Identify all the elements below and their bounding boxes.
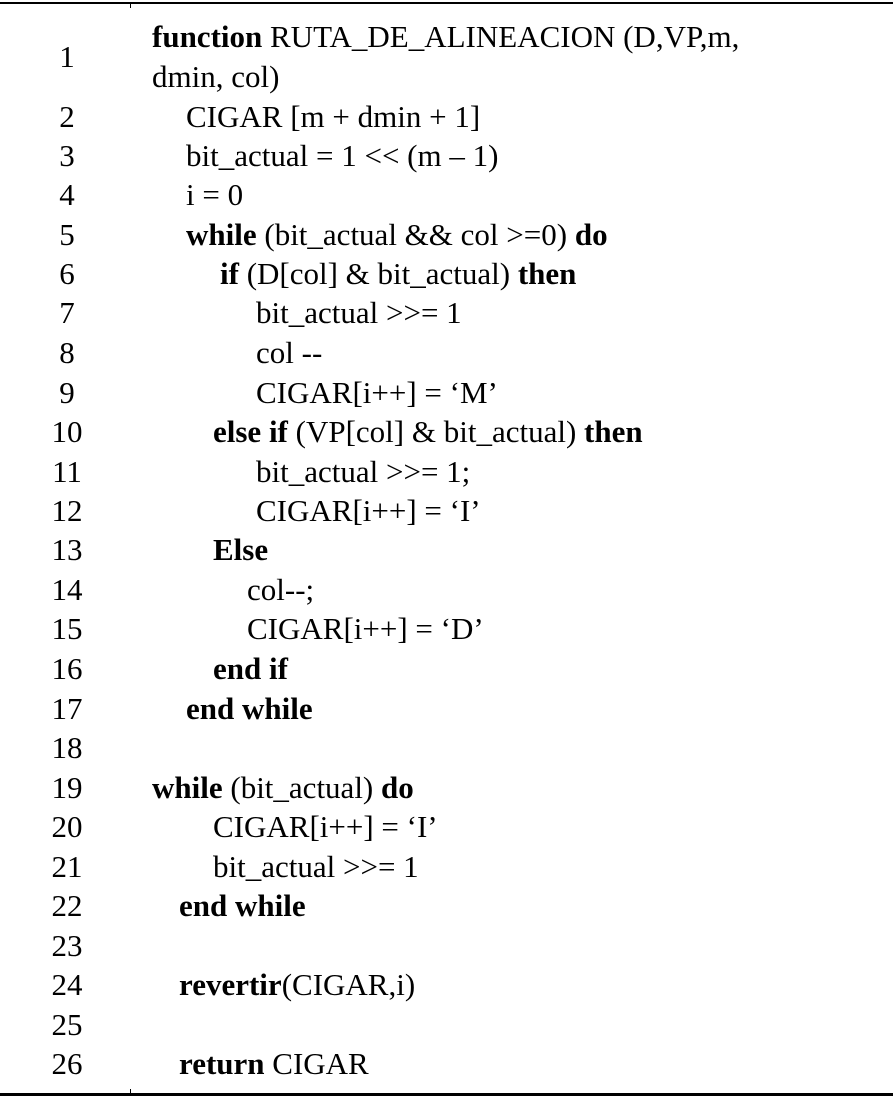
- code-token: CIGAR[i++] = ‘I’: [256, 493, 481, 528]
- line-number: 24: [51, 967, 83, 1002]
- code-token: col --: [256, 335, 323, 370]
- line-number: 23: [51, 928, 83, 963]
- code-text: [179, 886, 306, 926]
- code-token: CIGAR: [264, 1046, 369, 1081]
- code-text: [213, 530, 268, 570]
- code-token: CIGAR[i++] = ‘M’: [256, 375, 498, 410]
- line-number: 14: [51, 572, 83, 607]
- code-token: (VP[col] & bit_actual): [287, 414, 585, 449]
- code-token: (bit_actual && col >=0): [256, 217, 575, 252]
- code-text: [213, 807, 438, 847]
- code-token: (bit_actual): [222, 770, 382, 805]
- code-line: [0, 926, 893, 966]
- code-text: [179, 965, 415, 1005]
- code-line: [0, 1005, 893, 1045]
- line-number: 12: [51, 493, 83, 528]
- code-text: [220, 254, 576, 294]
- code-line: [0, 373, 893, 413]
- line-number: 18: [51, 730, 83, 765]
- code-line: [0, 254, 893, 294]
- code-line: [0, 491, 893, 531]
- line-number: 9: [59, 375, 75, 410]
- column-separator-tick-top: [130, 4, 131, 8]
- keyword-token: else if: [213, 414, 288, 449]
- code-text: [256, 333, 322, 373]
- line-number: 11: [52, 454, 82, 489]
- line-number: 7: [59, 295, 75, 330]
- line-number: 13: [51, 532, 83, 567]
- code-text: [186, 175, 243, 215]
- line-number: 20: [51, 809, 83, 844]
- code-text: [247, 609, 484, 649]
- keyword-token: function: [152, 19, 263, 54]
- keyword-token: end while: [179, 888, 306, 923]
- keyword-token: while: [152, 770, 223, 805]
- code-token: dmin, col): [152, 59, 280, 94]
- code-text: [213, 412, 643, 452]
- keyword-token: return: [179, 1046, 265, 1081]
- code-line: [0, 333, 893, 373]
- code-line: [0, 97, 893, 137]
- code-text: [213, 649, 288, 689]
- code-text: [256, 491, 481, 531]
- line-number: 6: [59, 256, 75, 291]
- code-line: [0, 412, 893, 452]
- code-text: [152, 768, 414, 808]
- line-number: 17: [51, 691, 83, 726]
- keyword-token: do: [381, 770, 414, 805]
- line-number: 15: [51, 611, 83, 646]
- code-token: bit_actual >>= 1: [256, 295, 462, 330]
- top-rule: [0, 2, 893, 4]
- code-token: RUTA_DE_ALINEACION (D,VP,m,: [262, 19, 740, 54]
- code-text: [186, 136, 498, 176]
- line-number: 5: [59, 217, 75, 252]
- bottom-rule: [0, 1093, 893, 1096]
- keyword-token: while: [186, 217, 257, 252]
- code-line: [0, 136, 893, 176]
- code-text: [186, 689, 313, 729]
- line-number: 16: [51, 651, 83, 686]
- code-text: [256, 452, 470, 492]
- code-line: [0, 965, 893, 1005]
- line-number: 10: [51, 414, 83, 449]
- code-text: [152, 17, 739, 57]
- line-number: 21: [51, 849, 83, 884]
- code-text: [247, 570, 314, 610]
- code-token: (CIGAR,i): [281, 967, 416, 1002]
- code-line: [0, 649, 893, 689]
- code-line: [0, 293, 893, 333]
- code-text: [179, 1044, 369, 1084]
- line-number: 2: [59, 99, 75, 134]
- code-line: [0, 215, 893, 255]
- keyword-token: end if: [213, 651, 288, 686]
- code-line: [0, 886, 893, 926]
- keyword-token: end while: [186, 691, 313, 726]
- code-line: [0, 609, 893, 649]
- keyword-token: if: [220, 256, 239, 291]
- code-line: [0, 689, 893, 729]
- keyword-token: Else: [213, 532, 269, 567]
- line-number: 1: [59, 39, 75, 74]
- code-token: CIGAR[i++] = ‘D’: [247, 611, 484, 646]
- line-number: 8: [59, 335, 75, 370]
- code-line: [0, 175, 893, 215]
- code-text: [256, 373, 498, 413]
- code-text: [213, 847, 419, 887]
- code-token: bit_actual >>= 1: [213, 849, 419, 884]
- line-number: 3: [59, 138, 75, 173]
- code-line-continuation: [0, 57, 893, 97]
- keyword-token: then: [517, 256, 577, 291]
- code-line: [0, 570, 893, 610]
- line-number: 22: [51, 888, 83, 923]
- code-token: col--;: [247, 572, 315, 607]
- code-line: [0, 452, 893, 492]
- code-line: [0, 1044, 893, 1084]
- code-text: [186, 97, 480, 137]
- code-token: i = 0: [186, 177, 244, 212]
- code-line: [0, 768, 893, 808]
- line-number: 19: [51, 770, 83, 805]
- code-token: CIGAR[i++] = ‘I’: [213, 809, 438, 844]
- code-line: [0, 17, 893, 57]
- keyword-token: do: [574, 217, 608, 252]
- code-line: [0, 807, 893, 847]
- code-text: [256, 293, 462, 333]
- line-number: 4: [59, 177, 75, 212]
- code-line: [0, 530, 893, 570]
- line-number: 25: [51, 1007, 83, 1042]
- code-token: bit_actual = 1 << (m – 1): [186, 138, 499, 173]
- code-token: CIGAR [m + dmin + 1]: [186, 99, 481, 134]
- code-text: [186, 215, 608, 255]
- keyword-token: then: [584, 414, 643, 449]
- code-token: (D[col] & bit_actual): [238, 256, 518, 291]
- code-text: [152, 57, 279, 97]
- code-line: [0, 847, 893, 887]
- code-token: bit_actual >>= 1;: [256, 454, 471, 489]
- line-number: 26: [51, 1046, 83, 1081]
- code-line: [0, 728, 893, 768]
- keyword-token: revertir: [179, 967, 282, 1002]
